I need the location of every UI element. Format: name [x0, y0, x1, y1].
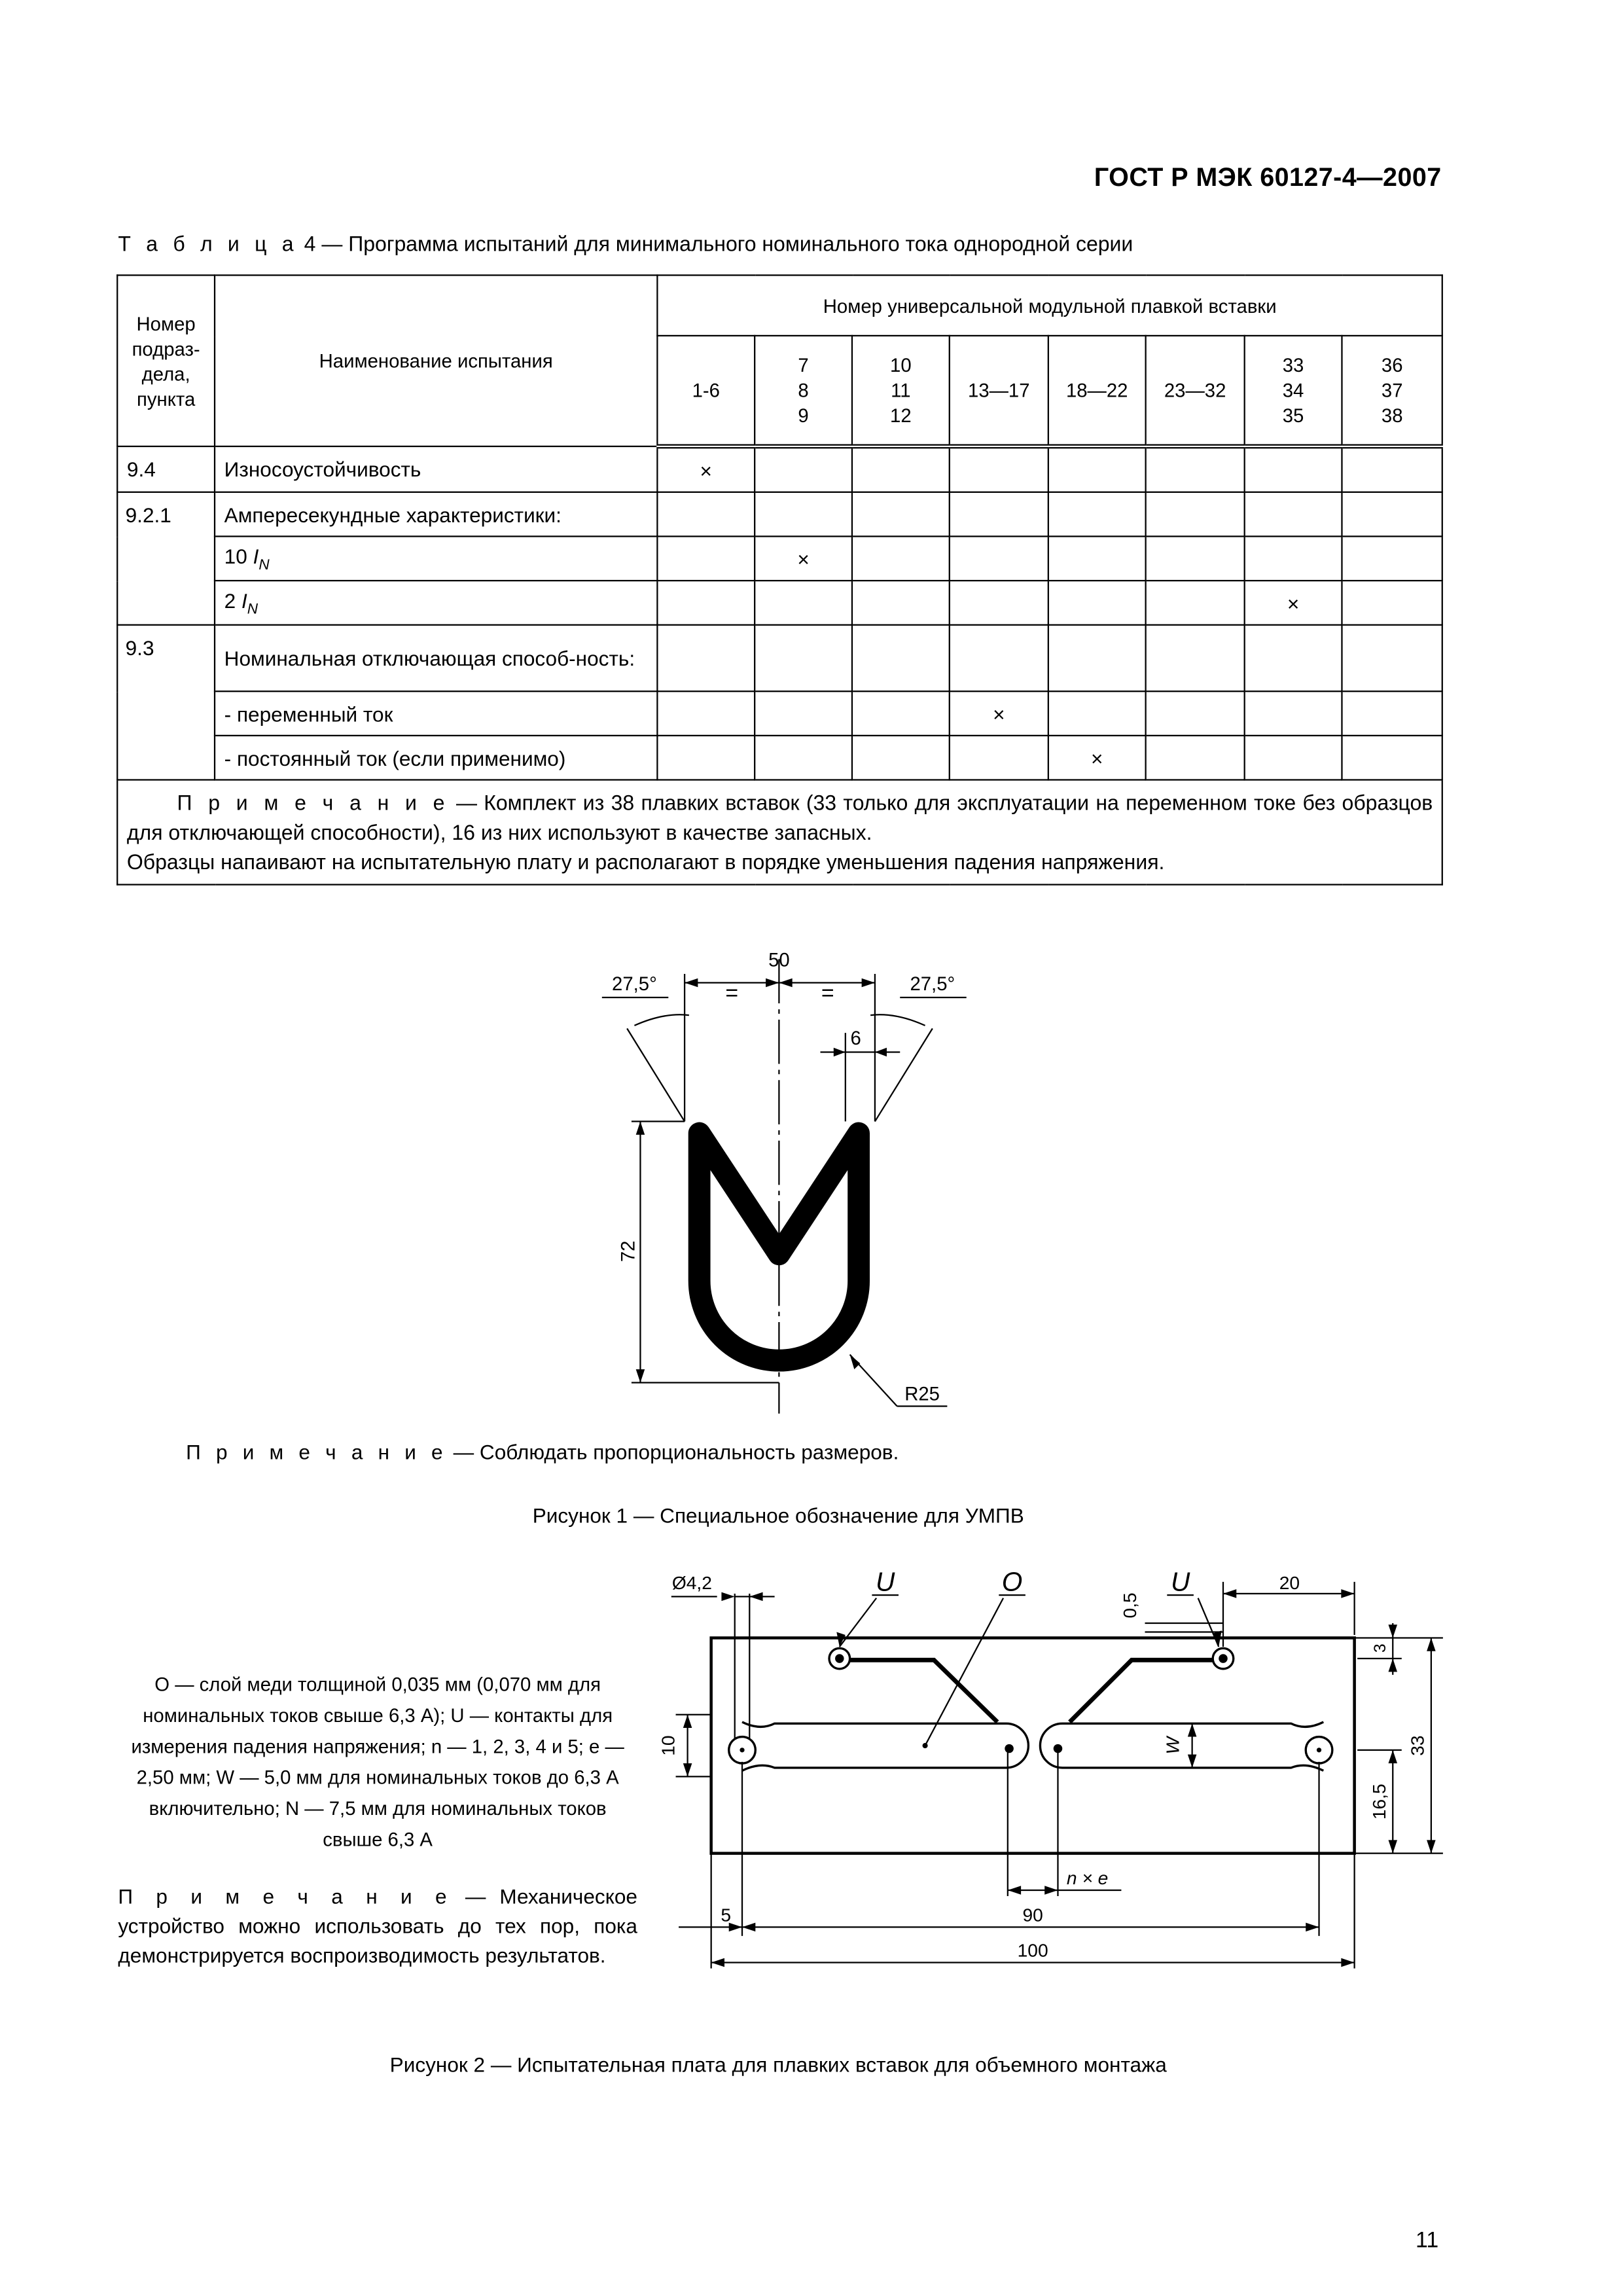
label-nxe: n × e	[1066, 1867, 1109, 1888]
label-u-left: U	[876, 1566, 895, 1597]
table-row	[117, 537, 1442, 581]
label-5: 5	[721, 1904, 732, 1926]
row-section-number: 9.4	[117, 446, 215, 492]
figure2-caption: Рисунок 2 — Испытательная плата для плавких вставок для объемного монтажа	[389, 2053, 1167, 2077]
label-u-right: U	[1170, 1566, 1190, 1597]
row-test-name: Износоустойчивость	[215, 446, 657, 492]
row-test-name: Номинальная отключающая способ-ность:	[215, 625, 657, 691]
figure1-note: П р и м е ч а н и е — Соблюдать пропорциональность размеров.	[186, 1440, 899, 1464]
label-w: W	[1162, 1736, 1183, 1755]
row-section-number: 9.3	[117, 625, 215, 780]
row-test-name: 2 $I_N$	[215, 581, 657, 625]
table-note: П р и м е ч а н и е — Комплект из 38 плавких вставок (33 только для эксплуатации на переменном токе без образцов для отключающей способности), 16 из них используют в качестве запасных. Образцы напаивают на испытательную плату и располагают в порядке уменьшения падения напряжения.	[117, 780, 1442, 885]
row-mark: ×	[755, 537, 852, 581]
dim-radius: R25	[904, 1383, 940, 1405]
table-row	[117, 492, 1442, 537]
table-row	[117, 625, 1442, 691]
dim-height: 72	[617, 1240, 639, 1263]
table-caption-prefix: Т а б л и ц а	[118, 233, 298, 257]
header-col-6: 23—32	[1146, 336, 1245, 446]
svg-text:=: =	[725, 980, 739, 1006]
table-caption-number: 4	[304, 233, 316, 257]
header-fuse-number-group: Номер универсальной модульной плавкой вставки	[657, 275, 1442, 335]
header-col-5: 18—22	[1048, 336, 1146, 446]
row-section-number: 9.2.1	[117, 492, 215, 625]
page-number: 11	[1416, 2228, 1439, 2253]
table-row	[117, 581, 1442, 625]
dim-angle-left: 27,5°	[612, 973, 657, 995]
header-section-number: Номер подраз-дела, пункта	[117, 275, 215, 446]
label-hole-diameter: Ø4,2	[671, 1572, 712, 1594]
row-test-name: - постоянный ток (если применимо)	[215, 736, 657, 780]
figure2-note: П р и м е ч а н и е — Механическое устройство можно использовать до тех пор, пока демонстрируется воспроизводимость результатов.	[118, 1884, 637, 1967]
table-row	[117, 446, 1442, 492]
row-test-name: Ампересекундные характеристики:	[215, 492, 657, 537]
header-col-3: 10 11 12	[852, 336, 950, 446]
label-165: 16,5	[1368, 1784, 1389, 1820]
document-header: ГОСТ Р МЭК 60127-4—2007	[1094, 162, 1442, 192]
header-col-2: 7 8 9	[755, 336, 852, 446]
table-row	[117, 691, 1442, 736]
label-10: 10	[657, 1735, 679, 1756]
label-3: 3	[1371, 1643, 1389, 1653]
svg-text:=: =	[821, 980, 834, 1006]
row-mark: ×	[1245, 581, 1342, 625]
header-test-name: Наименование испытания	[215, 275, 657, 446]
label-o: O	[1001, 1566, 1023, 1597]
dim-width: 50	[768, 949, 790, 971]
label-05: 0,5	[1118, 1592, 1140, 1619]
label-33: 33	[1406, 1735, 1428, 1756]
test-program-table	[116, 274, 1443, 885]
row-test-name: - переменный ток	[215, 691, 657, 736]
figure2-legend: O — слой меди толщиной 0,035 мм (0,070 мм для номинальных токов свыше 6,3 А); U — контакты для измерения падения напряжения; n — 1, 2, 3, 4 и 5; e — 2,50 мм; W — 5,0 мм для номинальных токов до 6,3 А включительно; N — 7,5 мм для номинальных токов свыше 6,3 А	[131, 1673, 624, 1851]
row-mark: ×	[1048, 736, 1146, 780]
header-col-7: 33 34 35	[1245, 336, 1342, 446]
row-mark: ×	[950, 691, 1048, 736]
header-col-8: 36 37 38	[1342, 336, 1442, 446]
table-caption-text: — Программа испытаний для минимального номинального тока однородной серии	[321, 233, 1133, 257]
header-col-4: 13—17	[950, 336, 1048, 446]
label-90: 90	[1022, 1904, 1043, 1926]
label-20: 20	[1279, 1572, 1300, 1594]
table-row	[117, 736, 1442, 780]
figure1-caption: Рисунок 1 — Специальное обозначение для УМПВ	[532, 1503, 1024, 1528]
figure2-drawing	[649, 1564, 1454, 1992]
label-100: 100	[1017, 1939, 1048, 1961]
row-mark: ×	[657, 446, 755, 492]
figure1-drawing	[575, 944, 1003, 1439]
row-test-name: 10 $I_N$	[215, 537, 657, 581]
dim-angle-right: 27,5°	[910, 973, 955, 995]
dim-stroke: 6	[850, 1028, 861, 1050]
header-col-1: 1-6	[657, 336, 755, 446]
table-caption	[118, 233, 1133, 257]
